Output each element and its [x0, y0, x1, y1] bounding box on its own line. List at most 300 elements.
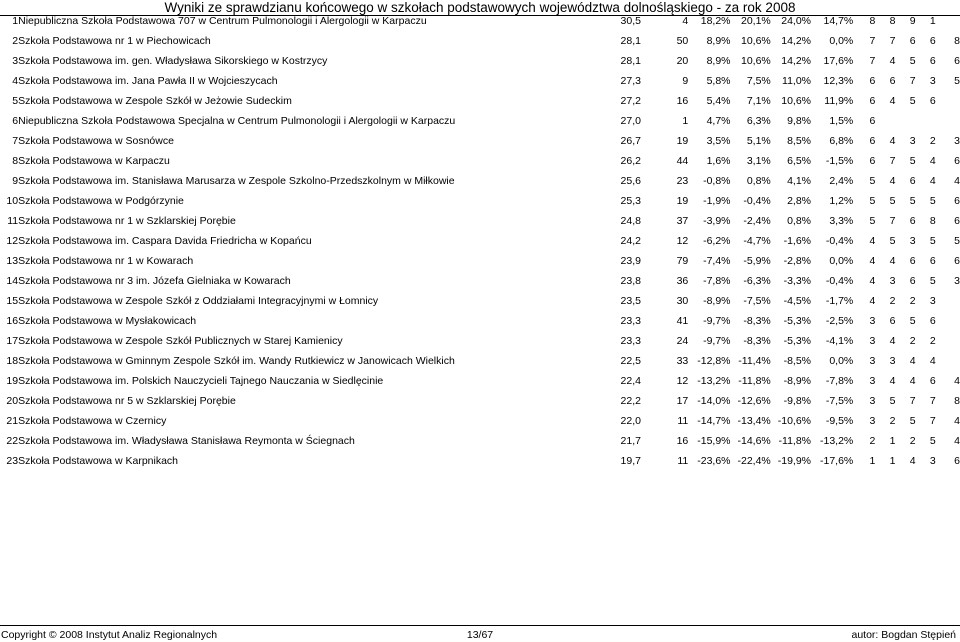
- percent-1: 3,5%: [706, 135, 731, 147]
- stanine-4: 5: [929, 275, 936, 287]
- percent-3: -9,8%: [783, 395, 812, 407]
- stanine-4: 6: [929, 375, 936, 387]
- table-row: [0, 171, 960, 191]
- table-row: [0, 351, 960, 371]
- percent-1: -8,9%: [703, 295, 731, 307]
- percent-1: -12,8%: [697, 355, 731, 367]
- table-row: [0, 111, 960, 131]
- stanine-5: [936, 351, 960, 371]
- school-name: Szkoła Podstawowa w Zespole Szkół Publicznych w Starej Kamienicy: [18, 335, 343, 347]
- stanine-5: 4: [954, 175, 960, 187]
- table-row: [0, 31, 960, 51]
- stanine-2: 7: [889, 215, 896, 227]
- school-name: Szkoła Podstawowa w Mysłakowicach: [18, 315, 197, 327]
- stanine-3: 5: [909, 195, 916, 207]
- stanine-1: 3: [869, 395, 876, 407]
- copyright-text: Copyright © 2008 Instytut Analiz Regionalnych: [1, 629, 218, 641]
- percent-3: -8,9%: [783, 375, 812, 387]
- percent-2: -4,7%: [743, 235, 771, 247]
- stanine-5: 5: [954, 235, 960, 247]
- stanine-4: 5: [929, 235, 936, 247]
- percent-3: -10,6%: [777, 415, 812, 427]
- stanine-3: 6: [909, 255, 916, 267]
- page-number: 13/67: [466, 629, 494, 641]
- row-number: 3: [12, 55, 19, 67]
- row-number: 20: [6, 395, 19, 407]
- average-score: 25,6: [620, 175, 641, 187]
- school-name: Szkoła Podstawowa im. Caspara Davida Friedricha w Kopańcu: [18, 235, 312, 247]
- percent-4: -4,1%: [825, 335, 854, 347]
- stanine-3: 6: [909, 175, 916, 187]
- stanine-3: 5: [909, 55, 916, 67]
- percent-3: 6,5%: [787, 155, 812, 167]
- percent-2: -22,4%: [737, 455, 771, 467]
- percent-1: -3,9%: [703, 215, 731, 227]
- stanine-1: 5: [869, 215, 876, 227]
- percent-2: -11,8%: [738, 375, 771, 387]
- percent-4: 3,3%: [829, 215, 854, 227]
- percent-2: -7,5%: [743, 295, 771, 307]
- average-score: 19,7: [620, 455, 641, 467]
- stanine-3: 9: [909, 15, 916, 27]
- percent-1: 18,2%: [700, 15, 731, 27]
- student-count: 44: [676, 155, 689, 167]
- student-count: 30: [676, 295, 689, 307]
- stanine-4: 3: [929, 295, 936, 307]
- percent-2: -8,3%: [743, 335, 771, 347]
- table-row: [0, 91, 960, 111]
- average-score: 24,2: [620, 235, 641, 247]
- stanine-2: 4: [889, 95, 896, 107]
- school-name: Szkoła Podstawowa im. Stanisława Marusarza w Zespole Szkolno-Przedszkolnym w Miłkowie: [18, 175, 455, 187]
- stanine-1: 3: [869, 415, 876, 427]
- stanine-5: [936, 291, 960, 311]
- stanine-5: 4: [954, 415, 960, 427]
- row-number: 17: [6, 335, 19, 347]
- percent-2: 20,1%: [740, 15, 771, 27]
- percent-4: 0,0%: [829, 355, 854, 367]
- stanine-2: 8: [889, 15, 896, 27]
- stanine-3: 4: [909, 355, 916, 367]
- percent-4: 12,3%: [823, 75, 854, 87]
- stanine-5: [936, 111, 960, 131]
- stanine-3: 3: [909, 235, 916, 247]
- percent-4: -1,5%: [825, 155, 854, 167]
- footer-divider: [0, 625, 960, 626]
- row-number: 1: [12, 15, 19, 27]
- stanine-2: 5: [889, 395, 896, 407]
- school-name: Szkoła Podstawowa im. gen. Władysława Sikorskiego w Kostrzycy: [18, 55, 328, 67]
- stanine-5: [936, 11, 960, 31]
- row-number: 15: [6, 295, 19, 307]
- stanine-3: 2: [909, 435, 916, 447]
- stanine-5: 4: [954, 435, 960, 447]
- stanine-5: 6: [954, 155, 960, 167]
- table-row: [0, 371, 960, 391]
- percent-2: -11,4%: [738, 355, 771, 367]
- student-count: 16: [676, 435, 689, 447]
- table-row: [0, 411, 960, 431]
- stanine-2: 3: [889, 355, 896, 367]
- stanine-1: 3: [869, 375, 876, 387]
- school-name: Szkoła Podstawowa w Podgórzynie: [18, 195, 184, 207]
- average-score: 23,8: [620, 275, 641, 287]
- stanine-2: 4: [889, 135, 896, 147]
- stanine-2: 7: [889, 155, 896, 167]
- average-score: 23,3: [620, 315, 641, 327]
- percent-4: -7,5%: [825, 395, 854, 407]
- stanine-1: 6: [869, 155, 876, 167]
- school-name: Szkoła Podstawowa nr 5 w Szklarskiej Porębie: [18, 395, 236, 407]
- stanine-5: 6: [954, 255, 960, 267]
- student-count: 4: [682, 15, 689, 27]
- school-name: Szkoła Podstawowa w Zespole Szkół w Jeżowie Sudeckim: [18, 95, 292, 107]
- table-row: [0, 151, 960, 171]
- row-number: 13: [6, 255, 19, 267]
- stanine-4: 1: [929, 15, 936, 27]
- percent-3: 10,6%: [781, 95, 812, 107]
- student-count: 9: [682, 75, 689, 87]
- stanine-3: 6: [909, 275, 916, 287]
- stanine-1: 6: [869, 75, 876, 87]
- student-count: 12: [676, 235, 689, 247]
- stanine-3: 5: [909, 315, 916, 327]
- student-count: 12: [676, 375, 689, 387]
- stanine-5: 8: [954, 395, 960, 407]
- percent-1: -1,9%: [703, 195, 731, 207]
- percent-2: -2,4%: [743, 215, 771, 227]
- stanine-2: 1: [889, 455, 896, 467]
- stanine-2: 4: [889, 255, 896, 267]
- stanine-4: 6: [929, 315, 936, 327]
- percent-1: 5,4%: [706, 95, 731, 107]
- stanine-3: 7: [909, 75, 916, 87]
- percent-2: -14,6%: [737, 435, 771, 447]
- stanine-4: 6: [929, 35, 936, 47]
- student-count: 79: [676, 255, 689, 267]
- percent-3: 14,2%: [781, 55, 812, 67]
- stanine-3: 3: [909, 135, 916, 147]
- average-score: 23,9: [620, 255, 641, 267]
- average-score: 23,3: [620, 335, 641, 347]
- percent-2: -8,3%: [743, 315, 771, 327]
- percent-3: -5,3%: [783, 335, 812, 347]
- percent-4: -13,2%: [819, 435, 854, 447]
- stanine-4: 6: [929, 95, 936, 107]
- row-number: 2: [12, 35, 19, 47]
- page-title: Wyniki ze sprawdzianu końcowego w szkołach podstawowych województwa dolnośląskiego - za rok 2008: [164, 0, 796, 15]
- row-number: 14: [6, 275, 19, 287]
- percent-4: 2,4%: [829, 175, 854, 187]
- percent-1: -9,7%: [703, 315, 731, 327]
- percent-3: 24,0%: [781, 15, 812, 27]
- stanine-2: 2: [889, 295, 896, 307]
- stanine-1: 4: [869, 295, 876, 307]
- stanine-5: 5: [954, 75, 960, 87]
- table-row: [0, 431, 960, 451]
- stanine-1: 8: [869, 15, 876, 27]
- stanine-1: 6: [869, 135, 876, 147]
- stanine-4: 4: [929, 175, 936, 187]
- percent-3: -19,9%: [777, 455, 812, 467]
- percent-4: -0,4%: [825, 235, 854, 247]
- stanine-2: [875, 111, 895, 131]
- stanine-4: 2: [929, 335, 936, 347]
- percent-4: 1,2%: [829, 195, 854, 207]
- table-row: [0, 331, 960, 351]
- percent-3: -3,3%: [783, 275, 812, 287]
- table-row: [0, 211, 960, 231]
- stanine-2: 4: [889, 375, 896, 387]
- percent-2: 10,6%: [740, 35, 771, 47]
- stanine-4: 7: [929, 415, 936, 427]
- stanine-4: 8: [929, 215, 936, 227]
- percent-4: -2,5%: [825, 315, 854, 327]
- stanine-5: 6: [954, 455, 960, 467]
- results-table-body: [0, 11, 960, 471]
- table-row: [0, 391, 960, 411]
- percent-3: -8,5%: [783, 355, 812, 367]
- row-number: 19: [6, 375, 19, 387]
- stanine-3: 7: [909, 395, 916, 407]
- school-name: Szkoła Podstawowa w Czernicy: [18, 415, 167, 427]
- stanine-4: 6: [929, 255, 936, 267]
- stanine-2: 4: [889, 55, 896, 67]
- stanine-2: 3: [889, 275, 896, 287]
- percent-2: 0,8%: [746, 175, 771, 187]
- row-number: 6: [12, 115, 19, 127]
- school-name: Niepubliczna Szkoła Podstawowa 707 w Centrum Pulmonologii i Alergologii w Karpaczu: [18, 15, 427, 27]
- stanine-5: 4: [954, 375, 960, 387]
- average-score: 22,5: [620, 355, 641, 367]
- percent-2: -0,4%: [743, 195, 771, 207]
- average-score: 28,1: [620, 55, 641, 67]
- stanine-1: 5: [869, 195, 876, 207]
- percent-2: 3,1%: [746, 155, 771, 167]
- student-count: 37: [676, 215, 689, 227]
- average-score: 23,5: [620, 295, 641, 307]
- row-number: 11: [7, 215, 19, 227]
- student-count: 19: [676, 135, 689, 147]
- average-score: 26,7: [620, 135, 641, 147]
- stanine-5: [936, 311, 960, 331]
- student-count: 19: [676, 195, 689, 207]
- school-name: Szkoła Podstawowa w Sosnówce: [18, 135, 174, 147]
- stanine-5: 6: [954, 55, 960, 67]
- stanine-4: 5: [929, 435, 936, 447]
- percent-3: -11,8%: [778, 435, 812, 447]
- percent-3: 9,8%: [787, 115, 812, 127]
- average-score: 27,3: [620, 75, 641, 87]
- stanine-5: [936, 91, 960, 111]
- stanine-4: 5: [929, 195, 936, 207]
- school-name: Szkoła Podstawowa nr 1 w Kowarach: [18, 255, 194, 267]
- stanine-3: 6: [909, 35, 916, 47]
- percent-2: -13,4%: [737, 415, 771, 427]
- average-score: 22,2: [620, 395, 641, 407]
- table-row: [0, 231, 960, 251]
- percent-4: -1,7%: [825, 295, 854, 307]
- percent-3: -4,5%: [783, 295, 812, 307]
- stanine-1: 7: [869, 55, 876, 67]
- average-score: 27,2: [620, 95, 641, 107]
- table-row: [0, 11, 960, 31]
- stanine-1: 4: [869, 255, 876, 267]
- row-number: 18: [6, 355, 19, 367]
- average-score: 21,7: [620, 435, 641, 447]
- row-number: 23: [6, 455, 19, 467]
- stanine-3: 6: [909, 215, 916, 227]
- percent-1: 5,8%: [706, 75, 731, 87]
- table-row: [0, 71, 960, 91]
- percent-4: -17,6%: [819, 455, 854, 467]
- school-name: Szkoła Podstawowa w Gminnym Zespole Szkół im. Wandy Rutkiewicz w Janowicach Wielkich: [18, 355, 455, 367]
- stanine-3: 5: [909, 95, 916, 107]
- school-name: Szkoła Podstawowa nr 1 w Szklarskiej Porębie: [18, 215, 236, 227]
- row-number: 4: [12, 75, 19, 87]
- percent-1: -14,7%: [697, 415, 731, 427]
- percent-4: -7,8%: [825, 375, 854, 387]
- stanine-4: 3: [929, 455, 936, 467]
- stanine-5: 6: [954, 195, 960, 207]
- student-count: 11: [677, 455, 689, 467]
- stanine-1: 7: [869, 35, 876, 47]
- school-name: Szkoła Podstawowa im. Polskich Nauczycieli Tajnego Nauczania w Siedlęcinie: [18, 375, 384, 387]
- stanine-5: 3: [954, 135, 960, 147]
- percent-1: 1,6%: [706, 155, 731, 167]
- student-count: 24: [676, 335, 689, 347]
- stanine-2: 4: [889, 335, 896, 347]
- percent-3: -2,8%: [783, 255, 812, 267]
- percent-1: 4,7%: [706, 115, 731, 127]
- table-row: [0, 131, 960, 151]
- table-row: [0, 251, 960, 271]
- student-count: 1: [682, 115, 689, 127]
- percent-1: -7,4%: [703, 255, 731, 267]
- percent-4: 11,9%: [824, 95, 854, 107]
- row-number: 9: [12, 175, 19, 187]
- percent-3: 2,8%: [787, 195, 812, 207]
- percent-1: 8,9%: [706, 55, 731, 67]
- percent-1: -7,8%: [703, 275, 731, 287]
- average-score: 25,3: [620, 195, 641, 207]
- percent-1: 8,9%: [706, 35, 731, 47]
- percent-4: 17,6%: [823, 55, 854, 67]
- row-number: 22: [6, 435, 19, 447]
- percent-2: -12,6%: [737, 395, 771, 407]
- percent-3: -5,3%: [783, 315, 812, 327]
- stanine-2: 5: [889, 235, 896, 247]
- student-count: 11: [677, 415, 689, 427]
- stanine-5: 6: [954, 215, 960, 227]
- student-count: 20: [676, 55, 689, 67]
- average-score: 28,1: [620, 35, 641, 47]
- stanine-1: 3: [869, 355, 876, 367]
- stanine-1: 4: [869, 275, 876, 287]
- stanine-2: 5: [889, 195, 896, 207]
- row-number: 21: [6, 415, 19, 427]
- percent-4: 1,5%: [829, 115, 854, 127]
- stanine-1: 2: [869, 435, 876, 447]
- stanine-5: 8: [954, 35, 960, 47]
- row-number: 12: [6, 235, 19, 247]
- stanine-2: 6: [889, 75, 896, 87]
- school-name: Szkoła Podstawowa w Karpnikach: [18, 455, 179, 467]
- table-row: [0, 271, 960, 291]
- student-count: 16: [676, 95, 689, 107]
- percent-3: 8,5%: [787, 135, 812, 147]
- stanine-4: [916, 111, 936, 131]
- percent-1: -13,2%: [697, 375, 731, 387]
- stanine-2: 6: [889, 315, 896, 327]
- stanine-3: 4: [909, 375, 916, 387]
- school-name: Szkoła Podstawowa im. Władysława Stanisława Reymonta w Ściegnach: [18, 435, 355, 447]
- student-count: 33: [676, 355, 689, 367]
- row-number: 8: [12, 155, 19, 167]
- student-count: 23: [676, 175, 689, 187]
- stanine-1: 3: [869, 315, 876, 327]
- table-row: [0, 291, 960, 311]
- student-count: 36: [676, 275, 689, 287]
- page-footer: [0, 628, 960, 642]
- percent-3: 0,8%: [787, 215, 812, 227]
- stanine-1: 6: [869, 115, 876, 127]
- stanine-3: 4: [909, 455, 916, 467]
- average-score: 22,0: [620, 415, 641, 427]
- percent-2: -5,9%: [743, 255, 771, 267]
- school-name: Szkoła Podstawowa im. Jana Pawła II w Wojcieszycach: [18, 75, 278, 87]
- stanine-1: 1: [869, 455, 876, 467]
- percent-4: -0,4%: [825, 275, 854, 287]
- percent-1: -6,2%: [703, 235, 731, 247]
- stanine-2: 4: [889, 175, 896, 187]
- school-name: Niepubliczna Szkoła Podstawowa Specjalna w Centrum Pulmonologii i Alergologii w Karpaczu: [18, 115, 456, 127]
- table-row: [0, 191, 960, 211]
- stanine-4: 4: [929, 355, 936, 367]
- stanine-2: 2: [889, 415, 896, 427]
- percent-4: -9,5%: [825, 415, 854, 427]
- school-name: Szkoła Podstawowa nr 1 w Piechowicach: [18, 35, 211, 47]
- school-name: Szkoła Podstawowa w Zespole Szkół z Oddziałami Integracyjnymi w Łomnicy: [18, 295, 379, 307]
- row-number: 7: [12, 135, 19, 147]
- stanine-5: 3: [954, 275, 960, 287]
- stanine-4: 4: [929, 155, 936, 167]
- student-count: 50: [676, 35, 689, 47]
- stanine-3: 5: [909, 155, 916, 167]
- percent-2: 10,6%: [740, 55, 771, 67]
- average-score: 27,0: [620, 115, 641, 127]
- school-name: Szkoła Podstawowa w Karpaczu: [18, 155, 170, 167]
- table-row: [0, 51, 960, 71]
- percent-2: -6,3%: [743, 275, 771, 287]
- percent-3: -1,6%: [783, 235, 812, 247]
- percent-4: 0,0%: [829, 255, 854, 267]
- average-score: 24,8: [620, 215, 641, 227]
- student-count: 17: [676, 395, 689, 407]
- average-score: 26,2: [620, 155, 641, 167]
- average-score: 30,5: [620, 15, 641, 27]
- stanine-4: 3: [929, 75, 936, 87]
- stanine-4: 6: [929, 55, 936, 67]
- percent-1: -9,7%: [703, 335, 731, 347]
- percent-3: 11,0%: [782, 75, 812, 87]
- stanine-5: [936, 331, 960, 351]
- percent-2: 5,1%: [746, 135, 771, 147]
- percent-1: -23,6%: [697, 455, 731, 467]
- stanine-1: 5: [869, 175, 876, 187]
- stanine-1: 4: [869, 235, 876, 247]
- row-number: 5: [12, 95, 19, 107]
